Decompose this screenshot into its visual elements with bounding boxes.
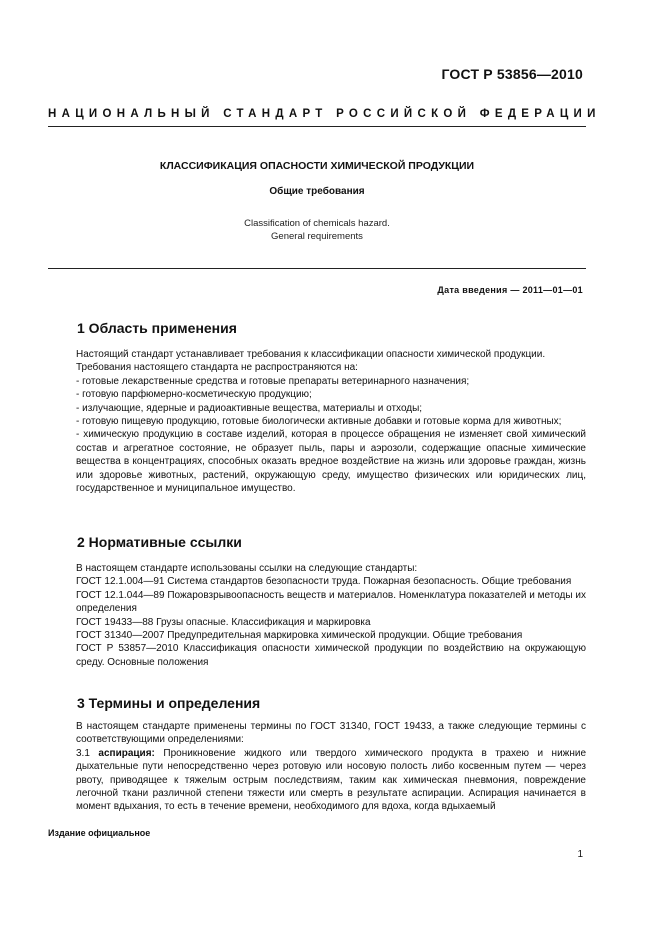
- section-3-heading: 3 Термины и определения: [77, 695, 261, 711]
- official-edition-label: Издание официальное: [48, 828, 151, 838]
- section-1-body: [48, 348, 586, 495]
- document-subtitle: Общие требования: [269, 186, 365, 197]
- top-rule: [48, 126, 586, 127]
- term-definition: [48, 747, 586, 814]
- paragraph: В настоящем стандарте использованы ссылки на следующие стандарты:: [76, 563, 418, 574]
- list-item: - готовую парфюмерно-косметическую продукцию;: [76, 389, 312, 401]
- document-code: ГОСТ Р 53856—2010: [441, 66, 583, 82]
- reference-item: ГОСТ Р 53857—2010 Классификация опасности химической продукции по воздействию на окружающую среду. Основные положения: [76, 643, 586, 668]
- reference-item: ГОСТ 12.1.044—89 Пожаровзрывоопасность веществ и материалов. Номенклатура показателей и методы их определения: [76, 589, 586, 615]
- list-item: - излучающие, ядерные и радиоактивные вещества, материалы и отходы;: [76, 402, 423, 414]
- section-3-body: [48, 720, 586, 814]
- reference-item: ГОСТ 31340—2007 Предупредительная маркировка химической продукции. Общие требования: [76, 630, 523, 642]
- section-2-body: [48, 562, 586, 669]
- term-number: 3.1: [76, 747, 90, 759]
- section-1-heading: 1 Область применения: [77, 320, 237, 336]
- paragraph: Требования настоящего стандарта не распространяются на:: [76, 362, 358, 374]
- english-title-line-2: General requirements: [271, 231, 363, 242]
- english-title-line-1: Classification of chemicals hazard.: [244, 218, 390, 229]
- paragraph: В настоящем стандарте применены термины по ГОСТ 31340, ГОСТ 19433, а также следующие термины с соответствующими определениями:: [76, 721, 586, 746]
- term-name: аспирация:: [98, 747, 155, 759]
- list-item: - химическую продукцию в составе изделий, которая в процессе обращения не изменяет свой химический состав и агрегатное состояние, не образует пыль, пары и аэрозоли, содержащие опасные химические вещества в концентрациях, способных оказать вредное воздействие на жизнь или здоровье граждан, жизнь или здоровье животных, растений, окружающую среду, имущество физических или юридических лиц, государственное и муниципальное имущество.: [76, 429, 586, 495]
- term-text: Проникновение жидкого или твердого химического продукта в трахею и нижние дыхательные пути непосредственно через ротовую или носовую полость либо косвенным путем — через рвоту, приводящее к тяжелым острым последствиям, таким как химическая пневмония, повреждение легочной ткани различной степени тяжести или смерть в результате аспирации. Аспирация начинается в момент вдыхания, то есть в течение времени, необходимого для вдоха, когда вдыхаемый: [76, 747, 587, 813]
- list-item: - готовые лекарственные средства и готовые препараты ветеринарного назначения;: [76, 375, 470, 387]
- reference-item: ГОСТ 12.1.004—91 Система стандартов безопасности труда. Пожарная безопасность. Общие требования: [76, 576, 572, 588]
- paragraph: Настоящий стандарт устанавливает требования к классификации опасности химической продукции.: [76, 349, 546, 360]
- introduction-date: Дата введения — 2011—01—01: [437, 285, 583, 295]
- page-number: 1: [577, 849, 583, 860]
- national-standard-banner: НАЦИОНАЛЬНЫЙ СТАНДАРТ РОССИЙСКОЙ ФЕДЕРАЦИИ: [48, 108, 601, 120]
- section-2-heading: 2 Нормативные ссылки: [77, 534, 242, 550]
- document-title: КЛАССИФИКАЦИЯ ОПАСНОСТИ ХИМИЧЕСКОЙ ПРОДУКЦИИ: [159, 160, 475, 172]
- list-item: - готовую пищевую продукцию, готовые биологически активные добавки и готовые корма для животных;: [76, 416, 562, 428]
- english-title: [48, 217, 586, 243]
- title-rule: [48, 268, 586, 269]
- reference-item: ГОСТ 19433—88 Грузы опасные. Классификация и маркировка: [76, 616, 371, 628]
